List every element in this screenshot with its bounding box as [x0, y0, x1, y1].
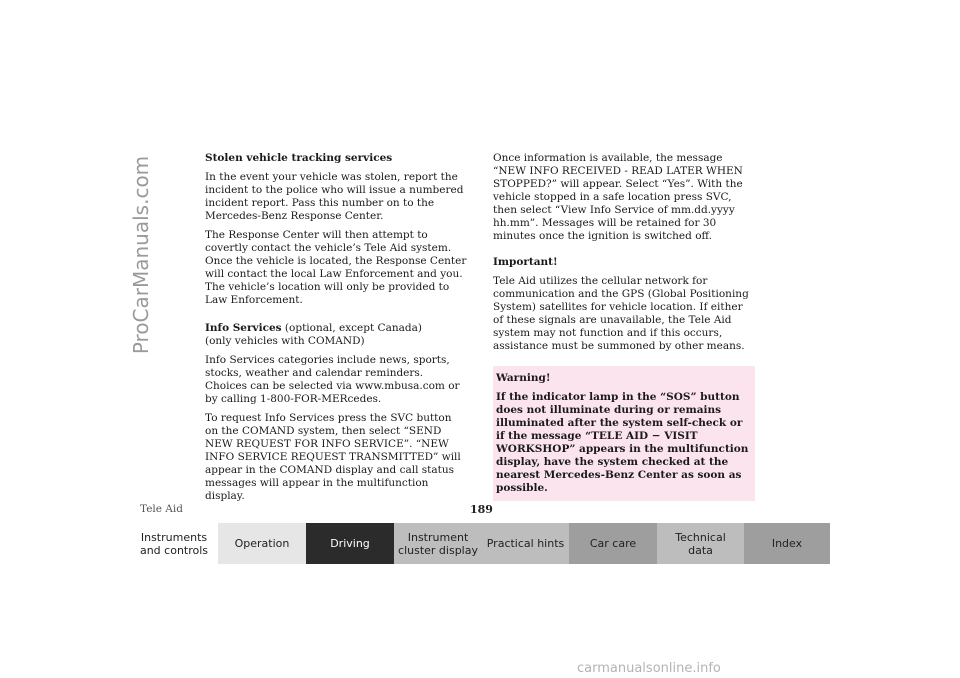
stolen-vehicle-heading: Stolen vehicle tracking services — [205, 152, 393, 164]
left-column — [205, 152, 467, 509]
warning-text: If the indicator lamp in the “SOS” button does not illuminate during or remains illuminated after the system self-check or if the message “TELE AID − VISIT WORKSHOP” appears in the multifunction display, have the system checked at the nearest Mercedes-Benz Center as soon as possible. — [496, 391, 749, 494]
nav-tab-practical-hints[interactable]: Practical hints — [482, 523, 569, 564]
nav-tab-index[interactable]: Index — [744, 523, 830, 564]
info-services-subheading: (only vehicles with COMAND) — [205, 335, 365, 347]
nav-tab-technical-data[interactable]: Technical data — [657, 523, 744, 564]
section-nav — [130, 523, 830, 564]
side-watermark-text: ProCarManuals.com — [129, 155, 153, 355]
info-services-paragraph-2: To request Info Services press the SVC button on the COMAND system, then select “SEND NEW REQUEST FOR INFO SERVICE”. “NEW INFO SERVICE REQUEST TRANSMITTED” will appear in the COMAND display and call status messages will appear in the multifunction display. — [205, 412, 461, 502]
info-services-heading-bold: Info Services — [205, 322, 282, 334]
warning-box — [493, 366, 755, 501]
page-number: 189 — [470, 503, 493, 516]
info-services-heading — [205, 322, 467, 335]
nav-tab-instrument-cluster-display[interactable]: Instrument cluster display — [394, 523, 482, 564]
section-label: Tele Aid — [140, 503, 183, 515]
stolen-vehicle-paragraph-1: In the event your vehicle was stolen, report the incident to the police who will issue a numbered incident report. Pass this number on to the Mercedes-Benz Response Center. — [205, 171, 464, 222]
nav-tab-instruments-and-controls[interactable]: Instruments and controls — [130, 523, 218, 564]
info-services-heading-note: (optional, except Canada) — [281, 322, 422, 334]
warning-title: Warning! — [496, 372, 551, 384]
stolen-vehicle-paragraph-2: The Response Center will then attempt to covertly contact the vehicle’s Tele Aid system. Once the vehicle is located, the Response Center will contact the local Law Enforcement and you. The vehicle’s location will only be provided to Law Enforcement. — [205, 229, 467, 306]
important-heading: Important! — [493, 256, 558, 268]
nav-tab-operation[interactable]: Operation — [218, 523, 306, 564]
info-received-paragraph: Once information is available, the message “NEW INFO RECEIVED - READ LATER WHEN STOPPED?” will appear. Select “Yes”. With the vehicle stopped in a safe location press SVC, then select “View Info Service of mm.dd.yyyy hh.mm”. Messages will be retained for 30 minutes once the ignition is switched off. — [493, 152, 743, 242]
nav-tab-car-care[interactable]: Car care — [569, 523, 657, 564]
nav-tab-driving[interactable]: Driving — [306, 523, 394, 564]
important-paragraph: Tele Aid utilizes the cellular network for communication and the GPS (Global Positioning System) satellites for vehicle location. If either of these signals are unavailable, the Tele Aid system may not function and if this occurs, assistance must be summoned by other means. — [493, 275, 749, 352]
info-services-paragraph-1: Info Services categories include news, sports, stocks, weather and calendar reminders. Choices can be selected via www.mbusa.com or by calling 1-800-FOR-MERcedes. — [205, 354, 460, 405]
right-column — [493, 152, 755, 501]
bottom-watermark: carmanualsonline.info — [577, 661, 721, 676]
